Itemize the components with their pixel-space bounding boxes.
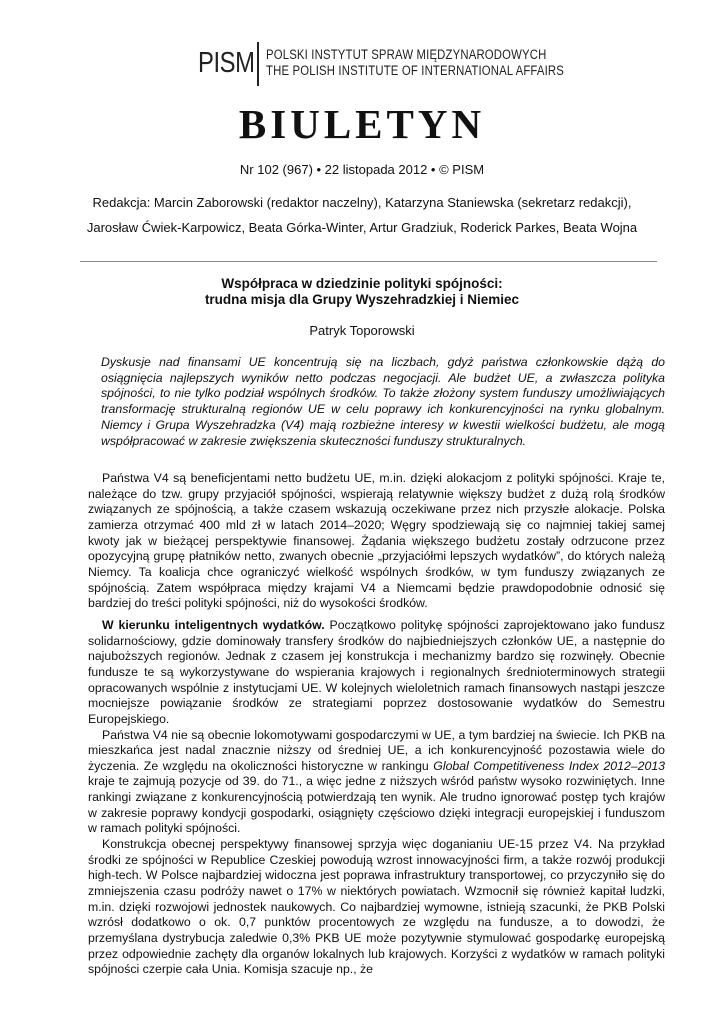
- editors-line-2: Jarosław Ćwiek-Karpowicz, Beata Górka-Winter, Artur Gradziuk, Roderick Parkes, Beata Wojna: [86, 220, 638, 235]
- institute-name-en: THE POLISH INSTITUTE OF INTERNATIONAL AFFAIRS: [266, 63, 565, 78]
- article-title-line-2: trudna misja dla Grupy Wyszehradzkiej i Niemiec: [204, 292, 520, 307]
- pism-logo: PISM: [198, 47, 255, 79]
- logo-divider: [257, 42, 259, 86]
- paragraph-4: Konstrukcja obecnej perspektywy finansowej sprzyja więc doganianiu UE-15 przez V4. Na przykład środki ze spójności w Republice Czeskiej powodują wzrost innowacyjności firm, a także rozwój produkcji high-tech. W Polsce najbardziej widoczna jest poprawa infrastruktury transportowej, co przyczyniło się do zmniejszenia czasu podróży nawet o 17% w niektórych powiatach. Wzmocnił się również kapitał ludzki, m.in. dzięki rozwojowi jednostek naukowych. Co najbardziej wymowne, istnieją szacunki, że PKB Polski wzrósł dodatkowo o ok. 0,7 punktów procentowych ze względu na fundusze, a to dowodzi, że przemyślana dystrybucja zaledwie 0,3% PKB UE może pozytywnie stymulować gospodarkę europejską przez odpowiednie zachęty dla organów lokalnych lub krajowych. Korzyści z wydatków w ramach polityki spójności czerpie cała Unia. Komisja szacuje np., że: [88, 837, 665, 977]
- issue-line: Nr 102 (967) • 22 listopada 2012 • © PISM: [239, 162, 485, 177]
- paragraph-3-text-b: kraje te zajmują pozycje od 39. do 71., a więc jedne z niższych wśród państw wysoko rozwiniętych. Inne rankingi związane z konkurencyjnością potwierdzają ten wynik. Ale trudno ignorować postęp tych krajów w zakresie poprawy kondycji gospodarki, osiągnięty częściowo dzięki integracji europejskiej i funduszom w ramach polityki spójności.: [88, 774, 665, 836]
- bulletin-title: BIULETYN: [238, 101, 486, 147]
- gci-reference: Global Competitiveness Index 2012–2013: [433, 758, 666, 773]
- editors-line-1: Redakcja: Marcin Zaborowski (redaktor naczelny), Katarzyna Staniewska (sekretarz redakcji),: [92, 195, 632, 210]
- article-title-line-1: Współpraca w dziedzinie polityki spójności:: [221, 276, 503, 291]
- paragraph-1: Państwa V4 są beneficjentami netto budżetu UE, m.in. dzięki alokacjom z polityki spójności. Kraje te, należące do tzw. grupy przyjaciół spójności, wspierają relatywnie większy budżet z dużą rolą środków związanych ze spójnością, a także czasem wskazują oczekiwane przez nich przyszłe alokacje. Polska zamierza otrzymać 400 mld zł w latach 2014–2020; Węgry spodziewają się co najmniej takiej samej kwoty jak w bieżącej perspektywie finansowej. Żądania większego budżetu zostały odrzucone przez opozycyjną grupę płatników netto, zwanych obecnie „przyjaciółmi lepszych wydatków”, do których należą Niemcy. Ta koalicja chce ograniczyć wielkość wspólnych środków, w tym funduszy związanych ze spójnością. Zatem współpraca między krajami V4 a Niemcami będzie prawdopodobnie odnosić się bardziej do treści polityki spójności, niż do wysokości środków.: [88, 471, 665, 611]
- paragraph-2: [88, 618, 665, 728]
- paragraph-3-text-a: Państwa V4 nie są obecnie lokomotywami gospodarczymi w UE, a tym bardziej na świecie. Ich PKB na mieszkańca jest nadal znacznie niższy od średniej UE, a ich konkurencyjność pozostawia wiele do życzenia. Ze względu na okoliczności historyczne w rankingu: [88, 727, 665, 773]
- editorial-board: [0, 190, 724, 240]
- article-body: [88, 471, 665, 978]
- pism-header: [0, 42, 724, 86]
- article-abstract: Dyskusje nad finansami UE koncentrują się na liczbach, gdyż państwa członkowskie dążą do osiągnięcia najlepszych wyników netto podczas negocjacji. Ale budżet UE, a zwłaszcza polityka spójności, to nie tylko podział wspólnych środków. To także złożony system funduszy umożliwiających transformację strukturalną regionów UE w celu poprawy ich konkurencyjności na rynku globalnym. Niemcy i Grupa Wyszehradzka (V4) mają rozbieżne interesy w kwestii wielkości budżetu, ale mogą współpracować w zakresie zwiększenia skuteczności funduszy strukturalnych.: [101, 355, 665, 448]
- paragraph-2-lead: W kierunku inteligentnych wydatków.: [102, 617, 325, 632]
- institute-name: [266, 47, 564, 79]
- institute-name-pl: POLSKI INSTYTUT SPRAW MIĘDZYNARODOWYCH: [266, 47, 547, 62]
- article-author: Patryk Toporowski: [309, 323, 415, 338]
- paragraph-2-text: Początkowo politykę spójności zaprojektowano jako fundusz solidarnościowy, gdzie dominowały transfery środków do najbiedniejszych członków UE, a następnie do najuboższych regionów. Jednak z czasem jej konstrukcja i mechanizmy bardzo się rozwinęły. Obecnie fundusze te są wykorzystywane do wspierania krajowych i regionalnych średnioterminowych strategii opracowanych wspólnie z instytucjami UE. W kolejnych wieloletnich ramach finansowych nastąpi jeszcze mocniejsze powiązanie środków ze strategiami poprzez dostosowanie wydatków do Semestru Europejskiego.: [88, 617, 665, 726]
- header-divider: [80, 261, 657, 262]
- paragraph-3: [88, 728, 665, 838]
- article-title: [0, 276, 724, 308]
